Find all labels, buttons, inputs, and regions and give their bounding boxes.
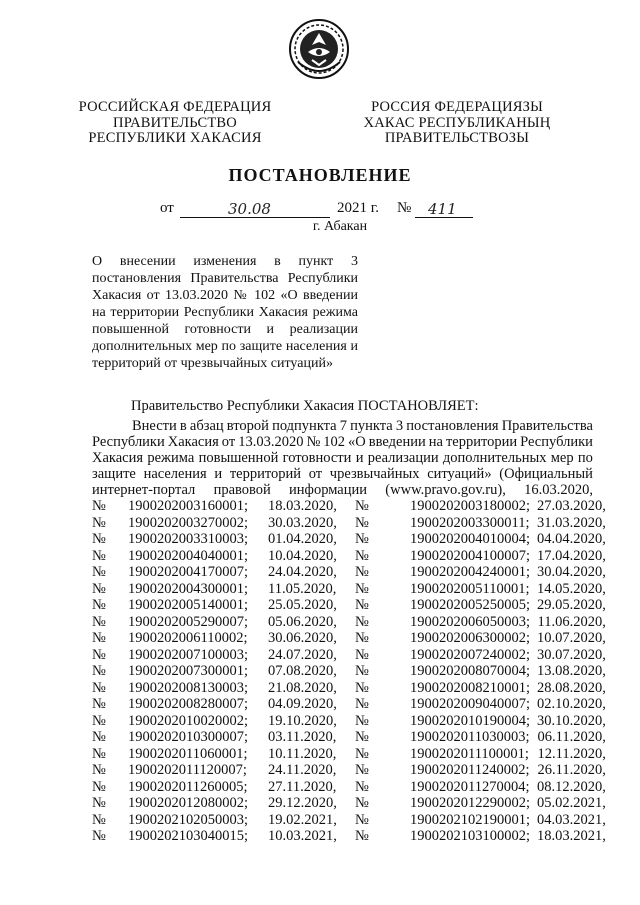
number-mark: № <box>355 696 369 712</box>
decree-statement: Правительство Республики Хакасия ПОСТАНОВЛЯЕТ: <box>131 398 479 414</box>
header-left-line: РЕСПУБЛИКИ ХАКАСИЯ <box>88 130 262 146</box>
registration-number: 1900202006110002; <box>128 630 248 646</box>
table-row <box>92 630 606 647</box>
number-mark: № <box>355 564 369 580</box>
body-line: Внести в абзац второй подпункта 7 пункта 3 постановления Правительства <box>132 418 593 434</box>
table-row <box>92 515 606 532</box>
header-right-line: ХАКАС РЕСПУБЛИКАНЫҢ <box>363 114 551 131</box>
registration-number: 1900202012290002; <box>410 795 531 811</box>
registration-number: 1900202003270002; <box>128 514 249 531</box>
table-row <box>92 647 606 664</box>
number-mark: № <box>92 663 106 679</box>
registration-number: 1900202004010004; <box>410 531 531 547</box>
registration-date: 10.07.2020, <box>537 630 606 646</box>
number-mark: № <box>355 745 369 762</box>
registration-date: 25.05.2020, <box>268 597 337 613</box>
number-mark: № <box>355 498 369 514</box>
registration-date: 27.11.2020, <box>268 778 337 795</box>
registration-number: 1900202008280007; <box>128 696 249 712</box>
table-row <box>92 713 606 730</box>
number-mark: № <box>355 547 369 564</box>
registration-date: 29.05.2020, <box>537 597 606 613</box>
registration-date: 04.03.2021, <box>537 811 606 828</box>
number-mark: № <box>92 514 106 531</box>
registration-date: 12.11.2020, <box>537 745 606 762</box>
registration-date: 11.06.2020, <box>537 613 606 630</box>
number-mark: № <box>92 498 106 514</box>
registration-number: 1900202012080002; <box>128 795 249 811</box>
registration-number: 1900202103100002; <box>410 828 531 844</box>
subject-line: повышенной готовности и реализации <box>92 322 358 337</box>
subject-line: О внесении изменения в пункт 3 <box>92 254 358 269</box>
registration-number: 1900202004040001; <box>128 547 249 564</box>
header-right-line: ПРАВИТЕЛЬСТВОЗЫ <box>384 130 530 146</box>
coat-of-arms-emblem <box>288 18 350 80</box>
number-mark: № <box>355 514 369 531</box>
registration-number: 1900202003180002; <box>410 498 531 514</box>
registration-number: 1900202009040007; <box>410 696 531 712</box>
registration-table <box>92 498 606 845</box>
number-mark: № <box>92 729 106 745</box>
registration-number: 1900202102190001; <box>410 811 531 828</box>
number-mark: № <box>92 696 106 712</box>
registration-date: 24.11.2020, <box>268 762 337 778</box>
registration-date: 24.04.2020, <box>268 564 337 580</box>
registration-date: 30.06.2020, <box>268 630 337 646</box>
registration-date: 14.05.2020, <box>537 580 606 597</box>
registration-number: 1900202010190004; <box>410 712 531 729</box>
body-line: защите населения и территорий от чрезвычайных ситуаций» (Официальный <box>92 466 593 482</box>
registration-number: 1900202004300001; <box>128 580 249 597</box>
registration-number: 1900202008210001; <box>410 679 531 696</box>
year-text: 2021 г. <box>337 200 379 216</box>
number-mark: № <box>92 531 106 547</box>
registration-date: 30.04.2020, <box>537 564 606 580</box>
header-left-line: ПРАВИТЕЛЬСТВО <box>113 114 237 131</box>
registration-date: 07.08.2020, <box>268 663 337 679</box>
registration-number: 1900202003300011; <box>410 514 530 531</box>
header-left-block <box>70 100 280 147</box>
number-mark: № <box>92 828 106 844</box>
table-row <box>92 663 606 680</box>
registration-number: 1900202005290007; <box>128 613 249 630</box>
table-row <box>92 729 606 746</box>
registration-number: 1900202005110001; <box>410 580 530 597</box>
number-mark: № <box>355 778 369 795</box>
table-row <box>92 614 606 631</box>
number-mark: № <box>355 646 369 663</box>
registration-number: 1900202011240002; <box>410 762 530 778</box>
number-mark: № <box>92 580 106 597</box>
number-mark: № <box>92 646 106 663</box>
number-mark: № <box>355 679 369 696</box>
registration-number: 1900202010020002; <box>128 712 249 729</box>
body-line: Республики Хакасия от 13.03.2020 № 102 «О введении на территории Республики <box>92 434 593 450</box>
registration-date: 29.12.2020, <box>268 795 337 811</box>
document-subject <box>92 253 358 372</box>
registration-number: 1900202011120007; <box>128 762 247 778</box>
number-mark: № <box>92 762 106 778</box>
body-text <box>92 418 593 498</box>
registration-date: 18.03.2020, <box>268 498 337 514</box>
table-row <box>92 746 606 763</box>
body-line: Хакасия режима повышенной готовности и реализации дополнительных мер по <box>92 450 593 466</box>
handwritten-date: 30.08 <box>228 200 271 218</box>
number-mark: № <box>355 729 369 745</box>
registration-date: 30.10.2020, <box>537 712 606 729</box>
table-row <box>92 762 606 779</box>
table-row <box>92 564 606 581</box>
header-left-line: РОССИЙСКАЯ ФЕДЕРАЦИЯ <box>78 99 272 115</box>
registration-date: 27.03.2020, <box>537 498 606 514</box>
registration-date: 05.06.2020, <box>268 613 337 630</box>
registration-date: 19.02.2021, <box>268 811 337 828</box>
registration-date: 02.10.2020, <box>537 696 606 712</box>
registration-number: 1900202007300001; <box>128 663 249 679</box>
registration-date: 26.11.2020, <box>537 762 606 778</box>
number-mark: № <box>92 745 106 762</box>
registration-number: 1900202008070004; <box>410 663 531 679</box>
subject-line: Хакасия от 13.03.2020 № 102 «О введении <box>92 288 358 303</box>
registration-date: 31.03.2020, <box>537 514 606 531</box>
number-mark: № <box>92 778 106 795</box>
table-row <box>92 531 606 548</box>
registration-number: 1900202103040015; <box>128 828 249 844</box>
registration-number: 1900202004100007; <box>410 547 531 564</box>
number-mark: № <box>355 811 369 828</box>
registration-number: 1900202005250005; <box>410 597 531 613</box>
number-mark: № <box>92 597 106 613</box>
registration-number: 1900202003310003; <box>128 531 249 547</box>
table-row <box>92 597 606 614</box>
registration-number: 1900202004240001; <box>410 564 531 580</box>
subject-line: постановления Правительства Республики <box>92 271 358 286</box>
number-mark: № <box>355 762 369 778</box>
number-mark: № <box>355 828 369 844</box>
number-mark: № <box>92 630 106 646</box>
registration-number: 1900202011030003; <box>410 729 530 745</box>
number-mark: № <box>355 613 369 630</box>
registration-date: 21.08.2020, <box>268 679 337 696</box>
number-mark: № <box>355 580 369 597</box>
header-right-line: РОССИЯ ФЕДЕРАЦИЯЗЫ <box>371 99 543 115</box>
header-right-block <box>352 100 562 147</box>
table-row <box>92 680 606 697</box>
registration-date: 11.05.2020, <box>268 580 337 597</box>
registration-number: 1900202003160001; <box>128 498 249 514</box>
table-row <box>92 696 606 713</box>
body-line: интернет-портал правовой информации (www.pravo.gov.ru), 16.03.2020, <box>92 482 593 498</box>
date-prefix: от <box>160 200 174 216</box>
registration-date: 18.03.2021, <box>537 828 606 844</box>
registration-date: 08.12.2020, <box>537 778 606 795</box>
registration-number: 1900202008130003; <box>128 679 249 696</box>
registration-date: 17.04.2020, <box>537 547 606 564</box>
city-name: г. Абакан <box>312 219 368 234</box>
table-row <box>92 828 606 845</box>
registration-date: 04.09.2020, <box>268 696 337 712</box>
registration-number: 1900202007240002; <box>410 646 531 663</box>
registration-date: 30.07.2020, <box>537 646 606 663</box>
table-row <box>92 779 606 796</box>
registration-number: 1900202006300002; <box>410 630 531 646</box>
table-row <box>92 795 606 812</box>
number-mark: № <box>92 795 106 811</box>
number-mark: № <box>92 547 106 564</box>
number-mark: № <box>355 630 369 646</box>
table-row <box>92 581 606 598</box>
registration-number: 1900202011260005; <box>128 778 248 795</box>
registration-number: 1900202004170007; <box>128 564 249 580</box>
subject-line: на территории Республики Хакасия режима <box>92 305 358 320</box>
number-mark: № <box>92 613 106 630</box>
subject-line: дополнительных мер по защите населения и <box>92 339 358 354</box>
registration-number: 1900202010300007; <box>128 729 249 745</box>
table-row <box>92 548 606 565</box>
registration-date: 30.03.2020, <box>268 514 337 531</box>
number-mark: № <box>355 531 369 547</box>
registration-date: 03.11.2020, <box>268 729 337 745</box>
registration-number: 1900202006050003; <box>410 613 531 630</box>
number-mark: № <box>355 795 369 811</box>
registration-date: 19.10.2020, <box>268 712 337 729</box>
number-mark: № <box>355 663 369 679</box>
number-mark: № <box>92 564 106 580</box>
number-sign: № <box>397 200 412 216</box>
number-mark: № <box>92 679 106 696</box>
registration-date: 28.08.2020, <box>537 679 606 696</box>
registration-date: 10.04.2020, <box>268 547 337 564</box>
registration-date: 05.02.2021, <box>537 795 606 811</box>
registration-number: 1900202102050003; <box>128 811 249 828</box>
number-mark: № <box>355 597 369 613</box>
number-mark: № <box>355 712 369 729</box>
registration-date: 04.04.2020, <box>537 531 606 547</box>
subject-line: территорий от чрезвычайных ситуаций» <box>92 356 333 371</box>
registration-number: 1900202007100003; <box>128 646 249 663</box>
registration-date: 06.11.2020, <box>537 729 606 745</box>
registration-number: 1900202005140001; <box>128 597 249 613</box>
registration-date: 24.07.2020, <box>268 646 337 663</box>
table-row <box>92 498 606 515</box>
registration-number: 1900202011060001; <box>128 745 248 762</box>
table-row <box>92 812 606 829</box>
registration-number: 1900202011100001; <box>410 745 529 762</box>
document-title: ПОСТАНОВЛЕНИЕ <box>228 165 412 185</box>
handwritten-number: 411 <box>428 200 457 218</box>
registration-date: 10.03.2021, <box>268 828 337 844</box>
number-mark: № <box>92 712 106 729</box>
registration-date: 13.08.2020, <box>537 663 606 679</box>
registration-date: 10.11.2020, <box>268 745 337 762</box>
registration-date: 01.04.2020, <box>268 531 337 547</box>
registration-number: 1900202011270004; <box>410 778 530 795</box>
number-mark: № <box>92 811 106 828</box>
